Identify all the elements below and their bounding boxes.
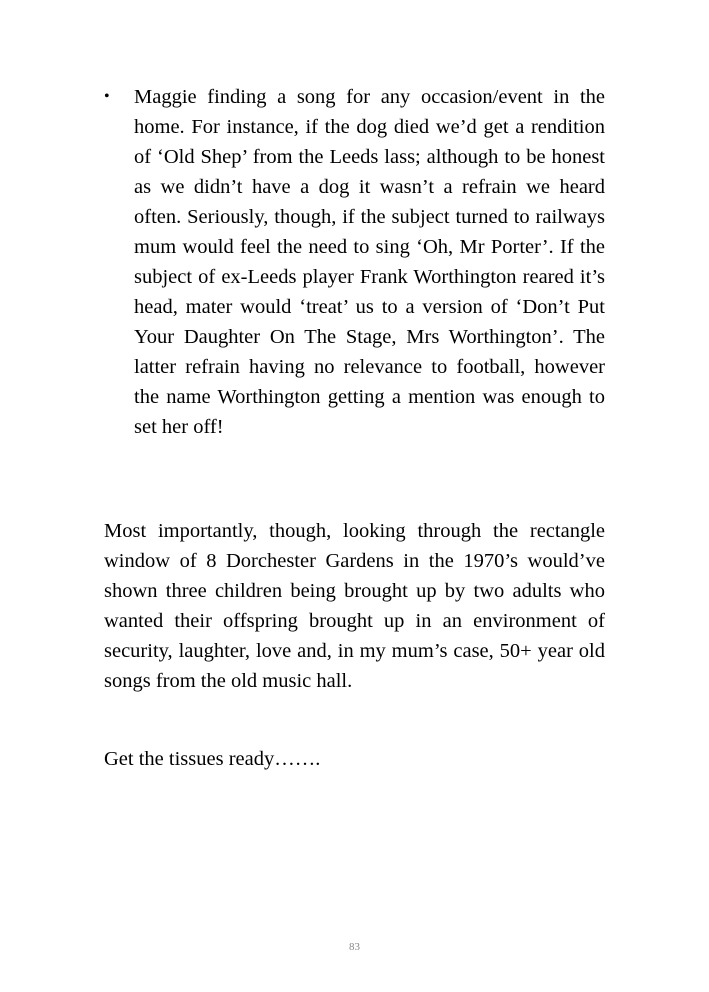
body-paragraph: Most importantly, though, looking through the rectangle window of 8 Dorchester Gardens in the 1970’s would’ve shown three children being brought up by two adults who wanted their offspring brought up in an environment of security, laughter, love and, in my mum’s case, 50+ year old songs from the old music hall. (104, 520, 605, 692)
closing-line: Get the tissues ready……. (104, 748, 321, 770)
bullet-item-text: Maggie finding a song for any occasion/event in the home. For instance, if the dog died we’d get a rendition of ‘Old Shep’ from the Leeds lass; although to be honest as we didn’t have a dog it wasn’t a refrain we heard often. Seriously, though, if the subject turned to railways mum would feel the need to sing ‘Oh, Mr Porter’. If the subject of ex-Leeds player Frank Worthington reared it’s head, mater would ‘treat’ us to a version of ‘Don’t Put Your Daughter On The Stage, Mrs Worthington’. The latter refrain having no relevance to football, however the name Worthington getting a mention was enough to set her off! (134, 86, 605, 438)
page-number: 83 (349, 941, 360, 953)
bullet-marker: • (104, 88, 110, 105)
